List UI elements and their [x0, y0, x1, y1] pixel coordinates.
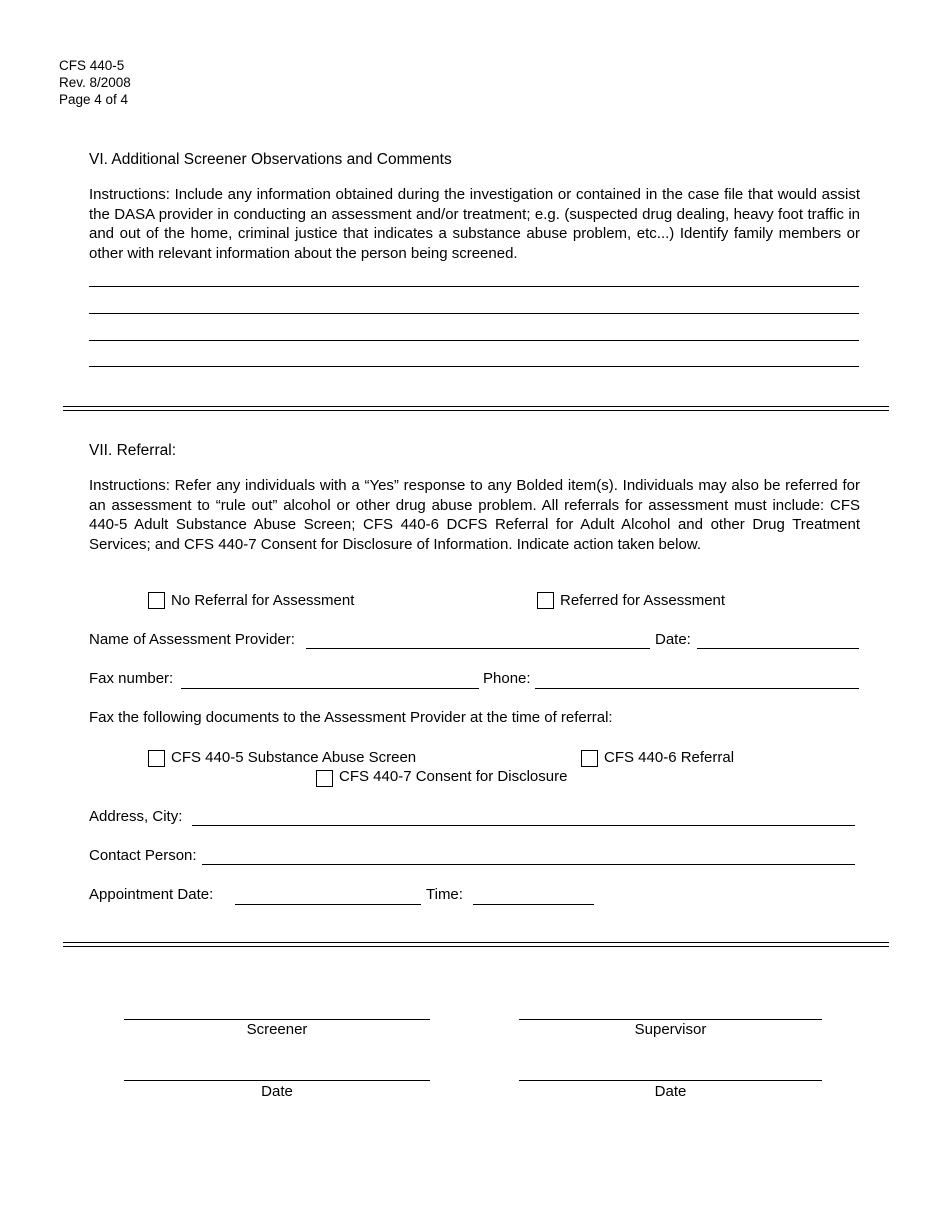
doc-440-7-checkbox[interactable] [316, 770, 333, 787]
supervisor-date-line[interactable] [519, 1080, 822, 1081]
fax-documents-text: Fax the following documents to the Assessment Provider at the time of referral: [89, 709, 613, 726]
comment-line-2[interactable] [89, 313, 859, 314]
provider-name-field[interactable] [306, 648, 650, 649]
fax-field[interactable] [181, 688, 479, 689]
phone-field[interactable] [535, 688, 859, 689]
form-revision: Rev. 8/2008 [59, 75, 131, 90]
appointment-date-field[interactable] [235, 904, 421, 905]
referral-date-label: Date: [655, 631, 691, 648]
section-6-title: VI. Additional Screener Observations and Comments [89, 151, 452, 168]
provider-name-label: Name of Assessment Provider: [89, 631, 295, 648]
phone-label: Phone: [483, 670, 531, 687]
supervisor-label: Supervisor [634, 1021, 707, 1038]
signature-divider [63, 942, 889, 947]
doc-440-5-label: CFS 440-5 Substance Abuse Screen [171, 749, 417, 766]
referred-label: Referred for Assessment [560, 592, 726, 609]
doc-440-6-label: CFS 440-6 Referral [604, 749, 735, 766]
no-referral-label: No Referral for Assessment [171, 592, 355, 609]
fax-label: Fax number: [89, 670, 174, 687]
screener-date-line[interactable] [124, 1080, 430, 1081]
address-field[interactable] [192, 825, 855, 826]
supervisor-date-label: Date [654, 1083, 687, 1100]
address-label: Address, City: [89, 808, 183, 825]
doc-440-5-checkbox[interactable] [148, 750, 165, 767]
contact-person-label: Contact Person: [89, 847, 197, 864]
comment-line-4[interactable] [89, 366, 859, 367]
referred-checkbox[interactable] [537, 592, 554, 609]
page-number: Page 4 of 4 [59, 92, 129, 107]
section-7-instructions: Instructions: Refer any individuals with a “Yes” response to any Bolded item(s). Individuals may also be referred for an assessment to “rule out” alcohol or other drug abuse problem. All referrals for assessment must include: CFS 440-5 Adult Substance Abuse Screen; CFS 440-6 DCFS Referral for Adult Alcohol and other Drug Treatment Services; and CFS 440-7 Consent for Disclosure of Information. Indicate action taken below. [89, 477, 860, 553]
screener-signature-line[interactable] [124, 1019, 430, 1020]
comment-line-3[interactable] [89, 340, 859, 341]
supervisor-signature-line[interactable] [519, 1019, 822, 1020]
contact-person-field[interactable] [202, 864, 855, 865]
form-number: CFS 440-5 [59, 58, 125, 73]
section-7-title: VII. Referral: [89, 442, 176, 459]
referral-date-field[interactable] [697, 648, 859, 649]
screener-date-label: Date [261, 1083, 293, 1100]
no-referral-checkbox[interactable] [148, 592, 165, 609]
appointment-time-field[interactable] [473, 904, 594, 905]
appointment-time-label: Time: [426, 886, 463, 903]
doc-440-6-checkbox[interactable] [581, 750, 598, 767]
comment-line-1[interactable] [89, 286, 859, 287]
screener-label: Screener [246, 1021, 308, 1038]
appointment-date-label: Appointment Date: [89, 886, 214, 903]
section-6-instructions: Instructions: Include any information obtained during the investigation or contained in the case file that would assist the DASA provider in conducting an assessment and/or treatment; e.g. (suspected drug dealing, heavy foot traffic in and out of the home, criminal justice that indicates a substance abuse problem, etc...) Identify family members or other with relevant information about the person being screened. [89, 186, 860, 262]
doc-440-7-label: CFS 440-7 Consent for Disclosure [339, 768, 568, 785]
section-divider [63, 406, 889, 411]
